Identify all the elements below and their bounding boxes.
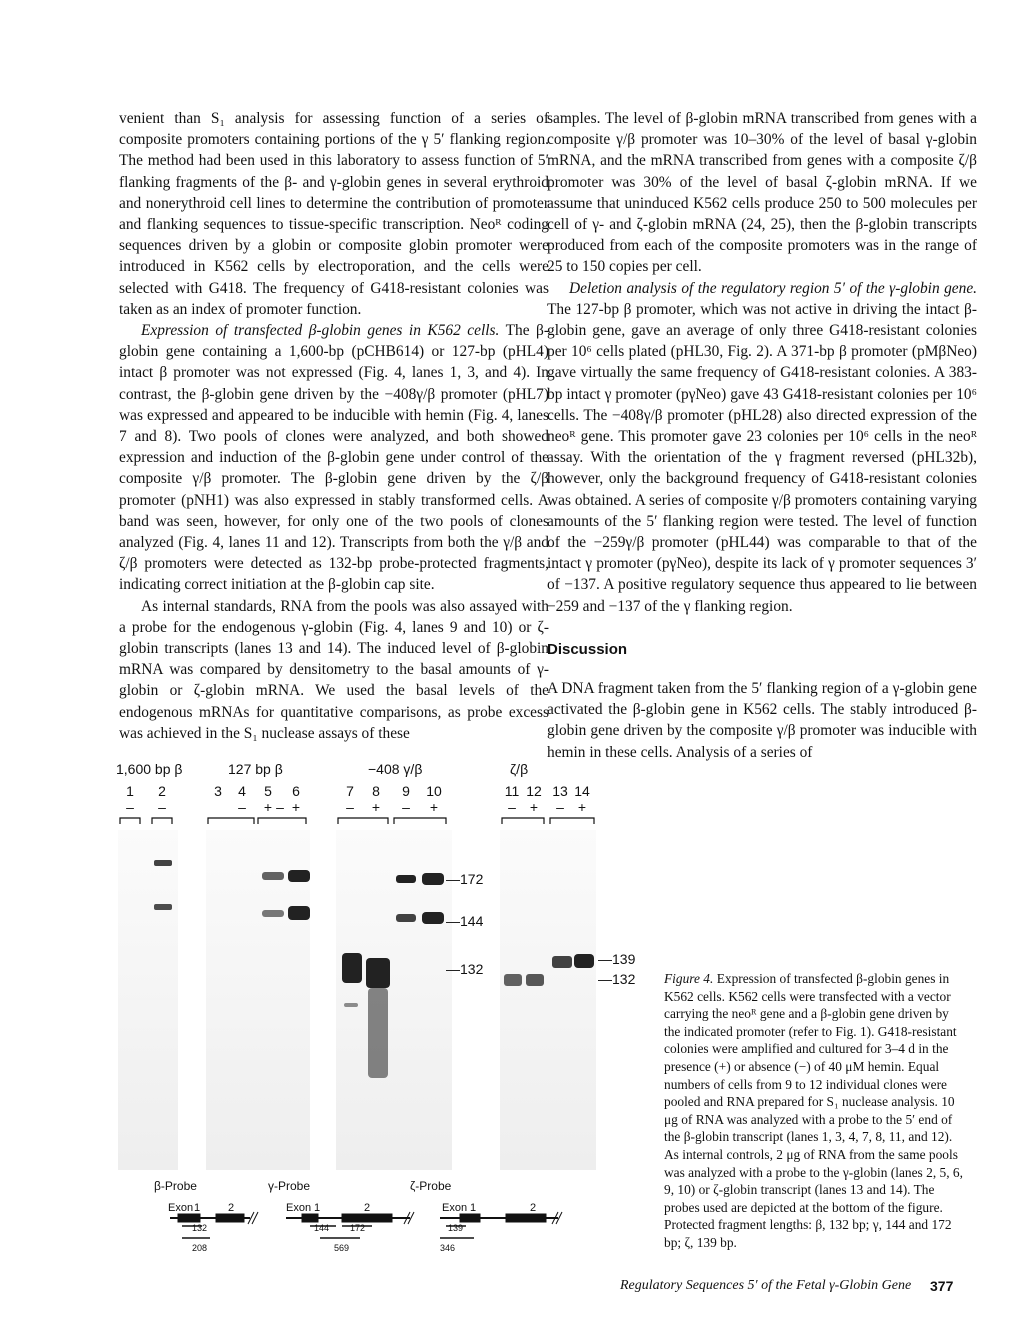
hemin-sign: – [556,799,564,815]
hemin-sign: + [529,799,539,815]
fragment-length: 172 [350,1223,366,1233]
figure-label: Figure 4. [664,971,714,986]
group-label: 127 bp β [228,761,283,777]
gel-panel [500,830,596,1170]
probe-title: β-Probe [154,1179,197,1193]
lane-brackets [120,818,594,824]
fragment-length: 139 [448,1223,464,1233]
probe-exon-number: 1 [314,1202,321,1214]
probe-exon-number: 2 [228,1202,235,1214]
paragraph [119,320,549,596]
lane-number: 8 [372,783,380,799]
group-label: −408 γ/β [368,761,423,777]
paragraph [547,278,977,617]
paragraph: A DNA fragment taken from the 5′ flanking region of a γ-globin gene activated the β-globin gene in K562 cells. The stably introduced β-globin gene driven by the composite γ/β promoter was inducible with hemin in these cells. Analysis of a series of [547,680,977,761]
section-heading: Discussion [547,640,628,658]
hemin-sign: + [429,799,439,815]
hemin-sign: – [402,799,410,815]
gel-figure [110,748,650,1268]
probe-exon-number: 2 [364,1202,371,1214]
running-head: Regulatory Sequences 5′ of the Fetal γ-Globin Gene [620,1278,912,1293]
hemin-sign: + [577,799,587,815]
size-marker: —139 [598,951,636,967]
group-label: 1,600 bp β [116,761,183,777]
probe-title: γ-Probe [268,1179,311,1193]
fragment-length: 144 [314,1223,330,1233]
lane-number: 10 [426,783,442,799]
probe-exon-number: 1 [470,1202,477,1214]
caption-text: Expression of transfected β-globin genes in K562 cells. K562 cells were transfected with a vector carrying the neoᴿ gene and a β-globin gene driven by the indicated promoter (refer to Fig. 1). G418-resistant colonies were amplified and cultured for 3–4 d in the presence (+) or absence (−) of 40 μM hemin. Equal numbers of cells from 9 to 12 individual clones were pooled and RNA prepared for S₁ nuclease analysis. 10 μg of RNA was analyzed with a probe to the 5′ end of the β-globin transcript (lanes 1, 3, 4, 7, 8, 11, and 12). As internal controls, 2 μg of RNA from the same pools was analyzed with a probe to the γ-globin (lanes 2, 5, 6, 9, 10) or ζ-globin transcript (lanes 13 and 14). The probes used are depicted at the bottom of the figure. Protected fragment lengths: β, 132 bp; γ, 144 and 172 bp; ζ, 139 bp. [664,971,963,1250]
lane-number: 13 [552,783,568,799]
lane-number: 6 [292,783,300,799]
lane-number: 14 [574,783,590,799]
hemin-sign: – [238,799,246,815]
figure-caption [664,970,964,1252]
lane-number: 2 [158,783,166,799]
page-number: 377 [930,1278,954,1294]
paragraph: venient than S₁ analysis for assessing function of a series of composite promoters containing portions of the γ 5′ flanking region. The method had been used in this laboratory to assess function of 5′ flanking fragments of the β- and γ-globin genes in several erythroid and nonerythroid cell lines to determine the contribution of promoter and flanking sequences to tissue-specific transcription. Neoᴿ coding sequences driven by a globin or composite globin promoter were introduced in K562 cells by electroporation, and the cells were selected with G418. The frequency of G418-resistant colonies was taken as an index of promoter function. [119,110,549,318]
probe-title: ζ-Probe [410,1179,452,1193]
paragraph: As internal standards, RNA from the pools was also assayed with a probe for the endogenous γ-globin (Fig. 4, lanes 9 and 10) or ζ-globin transcripts (lanes 13 and 14). The induced level of β-globin mRNA was compared by densitometry to the basal amounts of γ-globin or ζ-globin mRNA. We used the basal levels of the endogenous mRNAs for quantitative comparisons, as probe excess was achieved in the S₁ nuclease assays of these [119,597,549,742]
probe-diagrams [170,1212,562,1238]
lane-number: 12 [526,783,542,799]
size-marker: —132 [598,971,636,987]
fragment-length: 346 [440,1243,456,1253]
probe-exon-number: 1 [194,1202,201,1214]
runin-heading: Expression of transfected β-globin genes in K562 cells. [141,322,500,340]
size-marker: —144 [446,913,484,929]
paragraph-body: The 127-bp β promoter, which was not active in driving the intact β-globin gene, gave an average of only three G418-resistant colonies per 10⁶ cells plated (pHL30, Fig. 2). A 371-bp β promoter (pMβNeo) gave virtually the same frequency of G418-resistant colonies. A 383-bp intact γ promoter (pγNeo) gave 43 G418-resistant colonies per 10⁶ cells. The −408γ/β promoter (pHL28) also directed expression of the neoᴿ gene. This promoter gave 23 colonies per 10⁶ cells in the neoᴿ assay. With the orientation of the γ fragment reversed (pHL32b), however, only the background frequency of G418-resistant colonies was obtained. A series of composite γ/β promoters containing varying amounts of the 5′ flanking region were tested. The level of function of the −259γ/β promoter (pHL44) was comparable to that of the intact γ promoter (pγNeo), despite its lack of γ promoter sequences 3′ of −137. A positive regulatory sequence thus appeared to lie between −259 and −137 of the γ flanking region. [547,300,977,615]
fragment-length: 569 [334,1243,350,1253]
gel-panel [118,830,178,1170]
lane-number: 7 [346,783,354,799]
hemin-sign: + [371,799,381,815]
probe-exon-label: Exon [168,1202,194,1214]
probe-exon-label: Exon [442,1202,468,1214]
lane-number: 3 [214,783,222,799]
fragment-length: 208 [192,1243,208,1253]
left-text-column [119,108,549,744]
lane-number: 9 [402,783,410,799]
hemin-sign: – [276,799,284,815]
probe-exon-number: 2 [530,1202,537,1214]
paragraph: samples. The level of β-globin mRNA transcribed from genes with a composite γ/β promoter was 10–30% of the level of basal γ-globin mRNA, and the mRNA transcribed from genes with a composite ζ/β promoter was 30% of the level of basal ζ-globin mRNA. If we assume that uninduced K562 cells produce 250 to 500 molecules per cell of γ- and ζ-globin mRNA (24, 25), then the β-globin transcripts produced from each of the composite promoters was in the range of 25 to 150 copies per cell. [547,110,977,276]
hemin-sign: + [263,799,273,815]
runin-heading: Deletion analysis of the regulatory region 5′ of the γ-globin gene. [569,279,977,297]
size-marker: —132 [446,961,484,977]
gel-image [110,748,650,1268]
probe-exon-label: Exon [286,1202,312,1214]
paragraph-body: The β-globin gene containing a 1,600-bp (pCHB614) or 127-bp (pHL4) intact β promoter was not expressed (Fig. 4, lanes 1, 3, and 4). In contrast, the β-globin gene driven by the −408γ/β promoter (pHL7) was expressed and appeared to be inducible with hemin (Fig. 4, lanes 7 and 8). Two pools of clones were analyzed, and both showed expression and induction of the β-globin gene under control of the composite γ/β promoter. The β-globin gene driven by the ζ/β promoter (pNH1) was also expressed in stably transformed cells. A band was seen, however, for only one of the two pools of clones analyzed (Fig. 4, lanes 11 and 12). Transcripts from both the γ/β and ζ/β promoters were detected as 132-bp probe-protected fragments, indicating correct initiation at the β-globin cap site. [119,322,550,594]
lane-number: 11 [504,783,520,799]
hemin-sign: – [158,799,166,815]
group-label: ζ/β [510,761,529,777]
right-text-column [547,108,977,763]
fragment-length: 132 [192,1223,208,1233]
hemin-sign: – [126,799,134,815]
lane-number: 1 [126,783,134,799]
hemin-sign: + [291,799,301,815]
hemin-sign: – [346,799,354,815]
lane-number: 5 [264,783,272,799]
size-marker: —172 [446,871,484,887]
lane-number: 4 [238,783,246,799]
hemin-sign: – [508,799,516,815]
